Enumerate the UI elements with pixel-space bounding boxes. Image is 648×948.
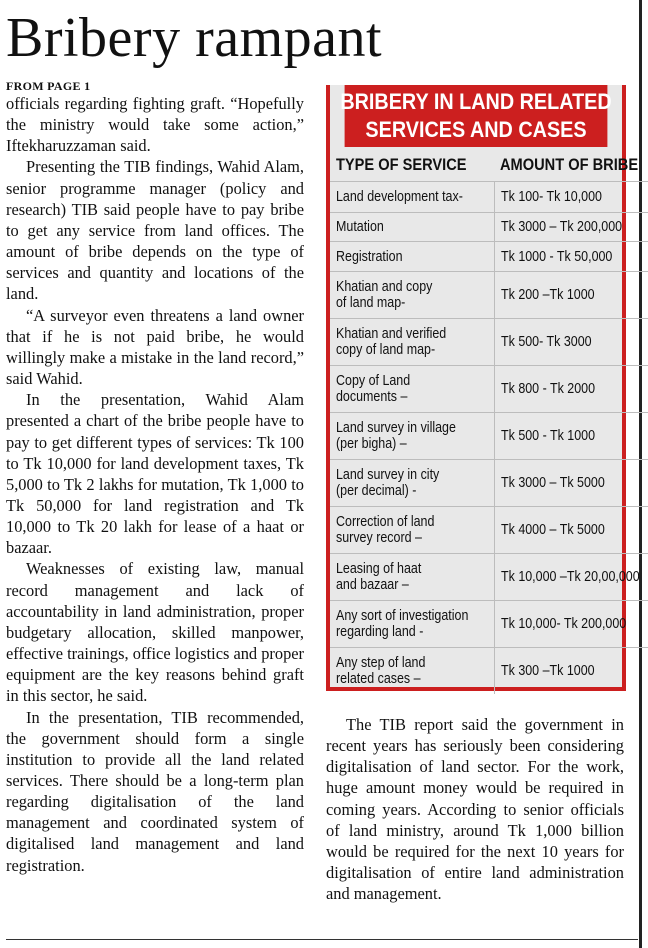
continuation-kicker: FROM PAGE 1 (6, 79, 91, 93)
header-amount-of-bribe: AMOUNT OF BRIBE (500, 155, 639, 174)
amount-cell: Tk 3000 – Tk 200,000 (494, 213, 648, 242)
table-row (330, 554, 648, 601)
bribery-table (330, 147, 648, 694)
amount-cell: Tk 10,000- Tk 200,000 (494, 601, 648, 648)
service-cell: Registration (330, 242, 494, 272)
service-cell: Land survey in village (per bigha) – (330, 413, 494, 460)
amount-cell: Tk 300 –Tk 1000 (494, 648, 648, 695)
service-cell: Khatian and copy of land map- (330, 272, 494, 319)
bribery-table-box (326, 85, 640, 691)
service-cell: Land survey in city (per decimal) - (330, 460, 494, 507)
amount-cell: Tk 200 –Tk 1000 (494, 272, 648, 319)
amount-cell: Tk 3000 – Tk 5000 (494, 460, 648, 507)
table-title-line-2: SERVICES AND CASES (365, 117, 587, 142)
paragraph: In the presentation, TIB recommended, the government should form a single institution to provide all the land related services. There should be a long-term plan regarding digitalisation of the land management and coordinated system of digitalised land management and land registration. (6, 707, 304, 875)
table-title (340, 85, 612, 147)
amount-cell: Tk 800 - Tk 2000 (494, 366, 648, 413)
amount-cell: Tk 100- Tk 10,000 (494, 182, 648, 213)
table-row (330, 648, 648, 695)
bottom-rule (6, 939, 638, 940)
paragraph: In the presentation, Wahid Alam presented a chart of the bribe people have to pay to get different types of services: Tk 100 to Tk 10,000 for land development taxes, Tk 5,000 to Tk 2 lakhs for mutation, Tk 1,000 to Tk 50,000 for land registration and Tk 10,000 to Tk 20 lakh for lease of a haat or bazaar. (6, 390, 304, 558)
table-row (330, 182, 648, 213)
table-row (330, 601, 648, 648)
table-row (330, 242, 648, 272)
service-cell: Any step of land related cases – (330, 648, 494, 695)
table-row (330, 319, 648, 366)
table-row (330, 507, 648, 554)
amount-cell: Tk 1000 - Tk 50,000 (494, 242, 648, 272)
table-row (330, 272, 648, 319)
table-row (330, 213, 648, 242)
paragraph: The TIB report said the government in recent years has seriously been considering digitalisation of land sector. For the work, huge amount money would be required in coming years. According to senior officials of land ministry, around Tk 1,000 billion would be required for the next 10 years for digitalisation of entire land administration and management. (326, 715, 624, 904)
amount-cell: Tk 10,000 –Tk 20,00,000 (494, 554, 648, 601)
service-cell: Any sort of investigation regarding land - (330, 601, 494, 648)
table-header-row (330, 147, 648, 182)
table-title-line-1: BRIBERY IN LAND RELATED (340, 89, 612, 114)
amount-cell: Tk 500 - Tk 1000 (494, 413, 648, 460)
amount-cell: Tk 4000 – Tk 5000 (494, 507, 648, 554)
service-cell: Leasing of haat and bazaar – (330, 554, 494, 601)
paragraph: Presenting the TIB findings, Wahid Alam, senior programme manager (policy and research) TIB said people have to pay bribe to get any service from land offices. The amount of bribe depends on the type of services and quantity and locations of the land. (6, 157, 304, 304)
headline: Bribery rampant (6, 7, 383, 69)
paragraph: officials regarding fighting graft. “Hopefully the ministry would take some action,” Iftekharuzzaman said. (6, 94, 304, 156)
header-type-of-service: TYPE OF SERVICE (336, 155, 467, 174)
right-column (326, 714, 624, 904)
table-row (330, 460, 648, 507)
left-column (6, 93, 304, 876)
service-cell: Correction of land survey record – (330, 507, 494, 554)
table-row (330, 366, 648, 413)
service-cell: Khatian and verified copy of land map- (330, 319, 494, 366)
table-row (330, 413, 648, 460)
amount-cell: Tk 500- Tk 3000 (494, 319, 648, 366)
paragraph: “A surveyor even threatens a land owner that if he is not paid bribe, he would willingly make a mistake in the land record,” said Wahid. (6, 305, 304, 389)
service-cell: Mutation (330, 213, 494, 242)
service-cell: Land development tax- (330, 182, 494, 213)
paragraph: Weaknesses of existing law, manual record management and lack of accountability in land administration, proper budgetary allocation, skilled manpower, effective trainings, office logistics and proper equipment are the key reasons behind graft in this sector, he said. (6, 559, 304, 706)
service-cell: Copy of Land documents – (330, 366, 494, 413)
